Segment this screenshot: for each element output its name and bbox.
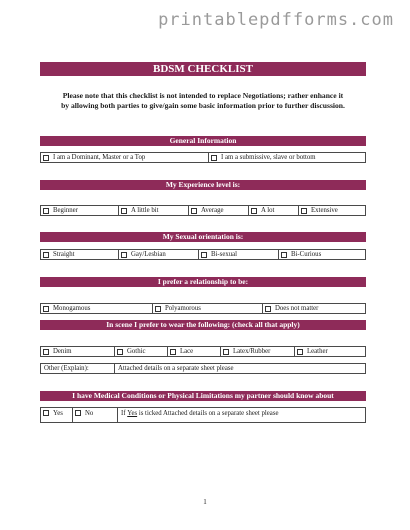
section-orientation-heading: My Sexual orientation is: — [40, 232, 366, 242]
checkbox[interactable] — [121, 208, 127, 214]
option-label: I am a Dominant, Master or a Top — [53, 154, 146, 161]
general-option-dominant[interactable] — [41, 153, 209, 162]
option-label: I am a submissive, slave or bottom — [221, 154, 316, 161]
wear-option-lace[interactable] — [168, 347, 221, 356]
experience-option-average[interactable] — [189, 206, 249, 215]
orientation-row — [40, 249, 366, 260]
option-label: Latex/Rubber — [233, 348, 271, 355]
checkbox[interactable] — [191, 208, 197, 214]
wear-other-row — [40, 363, 366, 374]
medical-row — [40, 407, 366, 423]
intro-note: Please note that this checklist is not intended to replace Negotiations; rather enhance it by allowing both parties to give/gain some basic information prior to further discussion. — [61, 91, 345, 110]
wear-option-latex-rubber[interactable] — [221, 347, 295, 356]
medical-option-no[interactable] — [73, 408, 118, 422]
checkbox[interactable] — [201, 252, 207, 258]
wear-option-leather[interactable] — [295, 347, 365, 356]
wear-row — [40, 346, 366, 357]
option-label: Extensive — [311, 207, 338, 214]
checkbox[interactable] — [301, 208, 307, 214]
option-label: Lace — [180, 348, 194, 355]
checkbox[interactable] — [265, 306, 271, 312]
option-label: Beginner — [53, 207, 78, 214]
detail-yes-underlined: Yes — [127, 410, 138, 417]
option-label: No — [85, 410, 94, 417]
orientation-option-bi-curious[interactable] — [279, 250, 365, 259]
checkbox[interactable] — [43, 410, 49, 416]
wear-other-field[interactable]: Attached details on a separate sheet please — [118, 365, 234, 372]
section-experience-heading: My Experience level is: — [40, 180, 366, 190]
option-label: Yes — [53, 410, 63, 417]
checkbox[interactable] — [43, 252, 49, 258]
relationship-option-does-not-matter[interactable] — [263, 304, 365, 313]
checkbox[interactable] — [170, 349, 176, 355]
checkbox[interactable] — [121, 252, 127, 258]
wear-other-label: Other (Explain): — [41, 364, 115, 373]
option-label: A lot — [261, 207, 275, 214]
checkbox[interactable] — [117, 349, 123, 355]
section-medical-heading: I have Medical Conditions or Physical Limitations my partner should know about — [40, 391, 366, 401]
general-option-submissive[interactable] — [209, 153, 365, 162]
relationship-option-monogamous[interactable] — [41, 304, 153, 313]
option-label: Bi-Curious — [291, 251, 322, 258]
option-label: Denim — [53, 348, 72, 355]
checkbox[interactable] — [223, 349, 229, 355]
option-label: Polyamorous — [165, 305, 201, 312]
wear-option-gothic[interactable] — [115, 347, 168, 356]
checkbox[interactable] — [211, 155, 217, 161]
option-label: Average — [201, 207, 224, 214]
medical-option-yes[interactable] — [41, 408, 73, 422]
section-relationship-heading: I prefer a relationship to be: — [40, 277, 366, 287]
checkbox[interactable] — [297, 349, 303, 355]
option-label: Gay/Lesbian — [131, 251, 166, 258]
detail-suffix: is ticked Attached details on a separate sheet please — [137, 410, 279, 417]
option-label: Monogamous — [53, 305, 91, 312]
checkbox[interactable] — [43, 306, 49, 312]
experience-option-a-lot[interactable] — [249, 206, 299, 215]
checkbox[interactable] — [75, 410, 81, 416]
general-row — [40, 152, 366, 163]
checkbox[interactable] — [155, 306, 161, 312]
orientation-option-bisexual[interactable] — [199, 250, 279, 259]
experience-row — [40, 205, 366, 216]
section-wear-heading: In scene I prefer to wear the following: (check all that apply) — [40, 320, 366, 330]
option-label: A little bit — [131, 207, 159, 214]
checkbox[interactable] — [43, 155, 49, 161]
relationship-row — [40, 303, 366, 314]
experience-option-beginner[interactable] — [41, 206, 119, 215]
orientation-option-straight[interactable] — [41, 250, 119, 259]
option-label: Straight — [53, 251, 75, 258]
watermark: printablepdfforms.com — [158, 10, 394, 30]
checkbox[interactable] — [43, 208, 49, 214]
checkbox[interactable] — [43, 349, 49, 355]
page-number: 1 — [203, 498, 207, 506]
relationship-option-polyamorous[interactable] — [153, 304, 263, 313]
option-label: Does not matter — [275, 305, 319, 312]
experience-option-extensive[interactable] — [299, 206, 365, 215]
option-label: Bi-sexual — [211, 251, 238, 258]
detail-prefix: If — [121, 410, 128, 417]
form-title: BDSM CHECKLIST — [40, 62, 366, 76]
section-general-heading: General Information — [40, 136, 366, 146]
checkbox[interactable] — [281, 252, 287, 258]
wear-option-denim[interactable] — [41, 347, 115, 356]
orientation-option-gay-lesbian[interactable] — [119, 250, 199, 259]
experience-option-a-little-bit[interactable] — [119, 206, 189, 215]
checkbox[interactable] — [251, 208, 257, 214]
option-label: Gothic — [127, 348, 146, 355]
medical-detail-field[interactable] — [118, 408, 365, 422]
option-label: Leather — [307, 348, 328, 355]
